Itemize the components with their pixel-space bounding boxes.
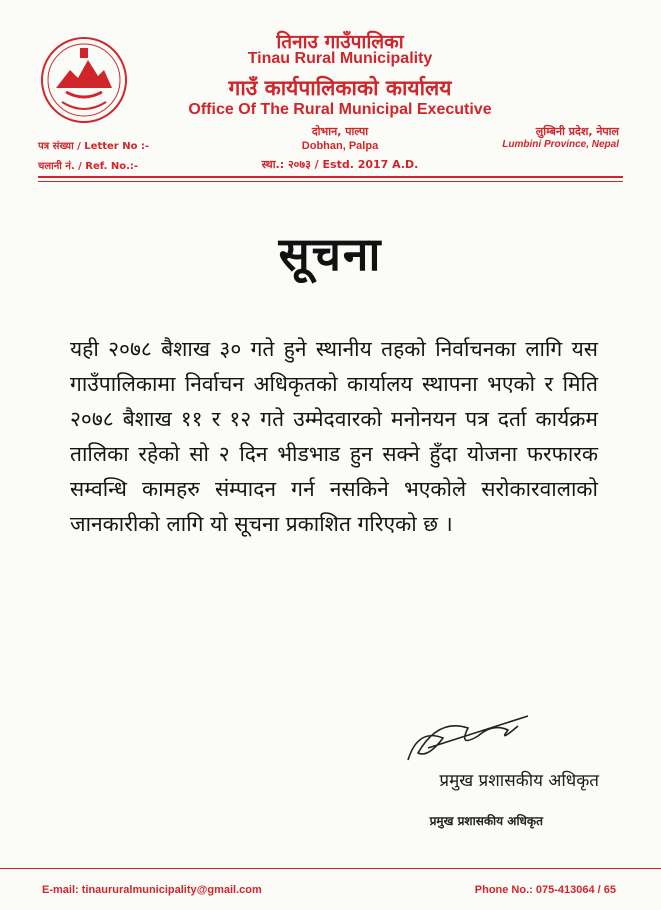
signatory-stamp: प्रमुख प्रशासकीय अधिकृत [429, 814, 543, 828]
letter-no: पत्र संख्या / Letter No :- [38, 141, 150, 152]
nepal-emblem-icon [40, 36, 128, 124]
header-divider [38, 176, 623, 178]
municipality-name-np: तिनाउ गाउँपालिका [276, 31, 404, 53]
footer-email: E-mail: tinaururalmunicipality@gmail.com [42, 884, 262, 896]
established: स्था.: २०७३ / Estd. 2017 A.D. [261, 158, 419, 171]
footer-divider [0, 868, 661, 869]
signature-icon [398, 708, 538, 770]
office-name-en: Office Of The Rural Municipal Executive [188, 101, 492, 118]
ref-no: चलानी नं. / Ref. No.:- [38, 161, 139, 172]
province-np: लुम्बिनी प्रदेश, नेपाल [535, 125, 619, 138]
address-np: दोभान, पाल्पा [311, 125, 369, 138]
province-en: Lumbini Province, Nepal [502, 139, 619, 150]
municipality-name-en: Tinau Rural Municipality [247, 50, 433, 67]
footer-phone: Phone No.: 075-413064 / 65 [474, 884, 616, 896]
header-divider-thin [38, 181, 623, 182]
address-en: Dobhan, Palpa [301, 140, 379, 152]
office-name-np: गाउँ कार्यपालिकाको कार्यालय [228, 76, 452, 100]
notice-title: सूचना [278, 227, 383, 281]
notice-body: यही २०७८ बैशाख ३० गते हुने स्थानीय तहको निर्वाचनका लागि यस गाउँपालिकामा निर्वाचन अधिकृतको कार्यालय स्थापना भएको र मिति २०७८ बैशाख ११ र १२ गते उम्मेदवारको मनोनयन पत्र दर्ता कार्यक्रम तालिका रहेको सो २ दिन भीडभाड हुन सक्ने हुँदा योजना फरफारक सम्वन्धि कामहरु संम्पादन गर्न नसकिने भएकोले सरोकारवालाको जानकारीको लागि यो सूचना प्रकाशित गरिएको छ । [70, 337, 598, 536]
signatory-title: प्रमुख प्रशासकीय अधिकृत [439, 771, 599, 791]
